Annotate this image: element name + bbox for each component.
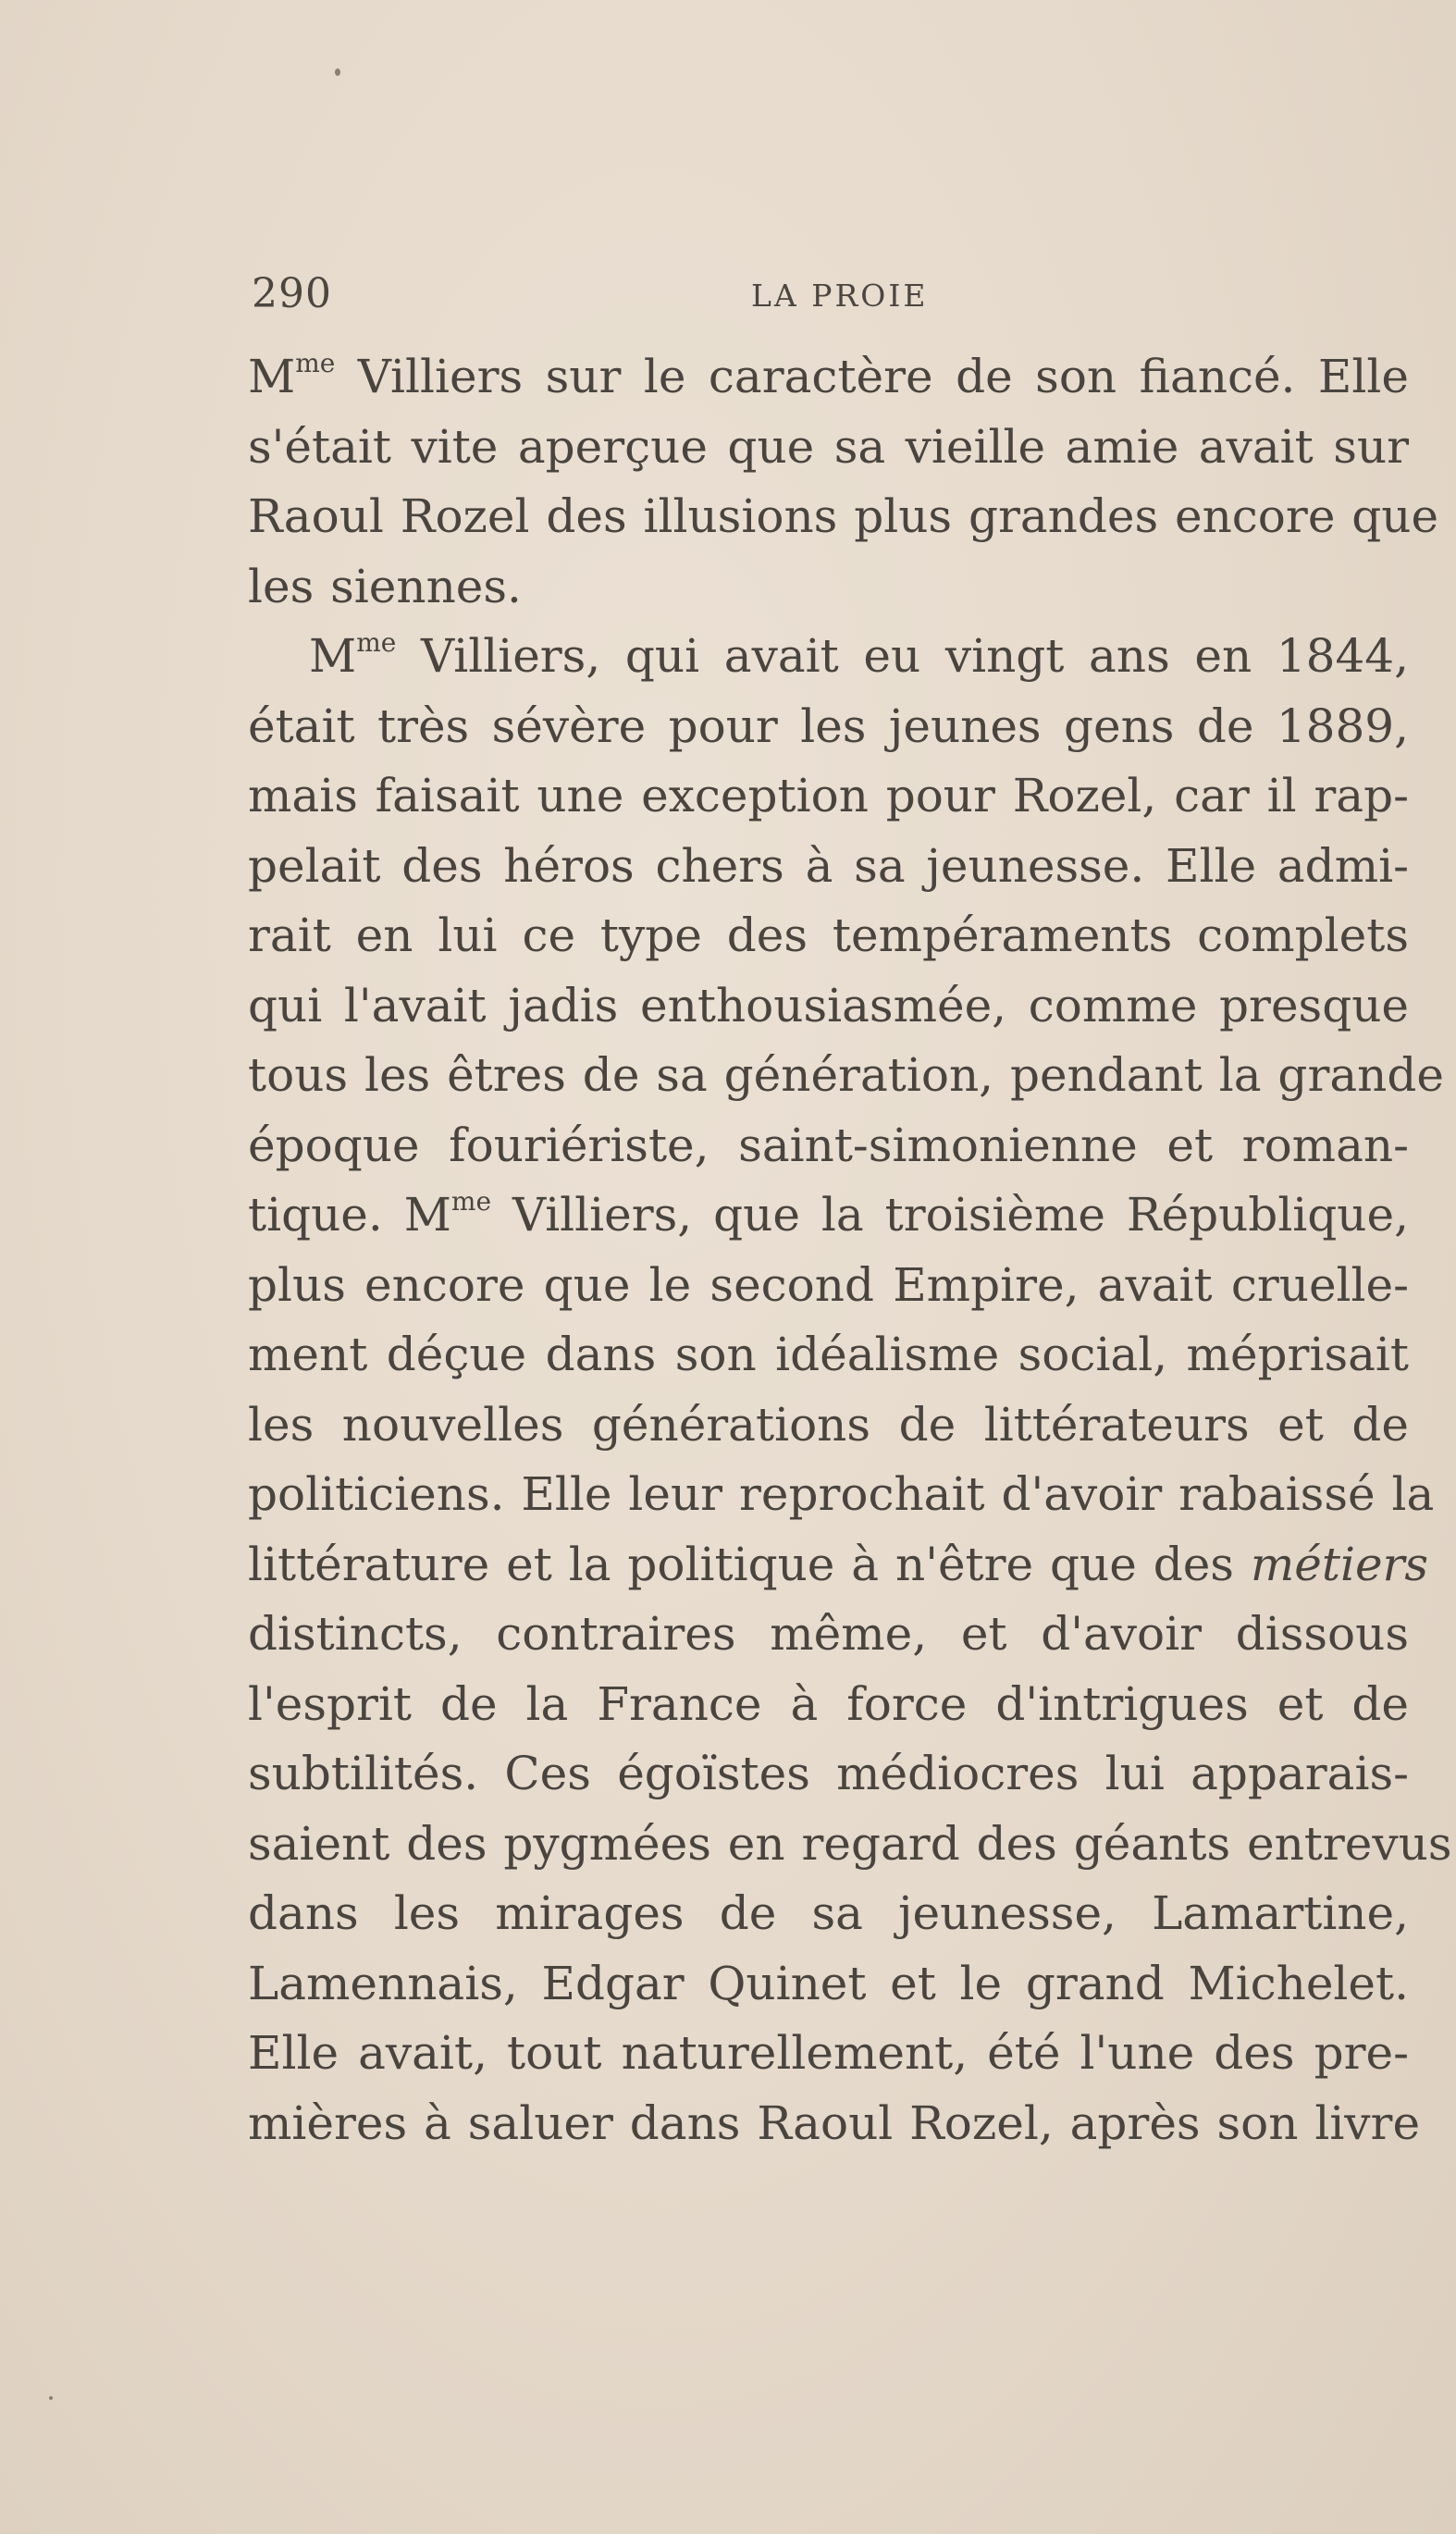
body-text (248, 342, 1452, 2158)
text-line: qui l'avait jadis enthousiasmée, comme presque (248, 978, 1409, 1032)
text-line: les nouvelles générations de littérateurs et de (248, 1397, 1409, 1452)
text-line: mières à saluer dans Raoul Rozel, après son livre (248, 2095, 1421, 2150)
text-line: distincts, contraires même, et d'avoir dissous (248, 1607, 1409, 1661)
page-number: 290 (252, 270, 332, 317)
text-line: s'était vite aperçue que sa vieille amie avait sur (248, 419, 1409, 474)
text-line: Elle avait, tout naturellement, été l'une des pre- (248, 2026, 1409, 2080)
text-line: saient des pygmées en regard des géants entrevus (248, 1816, 1452, 1871)
text-line: tous les êtres de sa génération, pendant la grande (248, 1048, 1444, 1102)
text-line: rait en lui ce type des tempéraments complets (248, 909, 1409, 962)
paper-speck (335, 68, 340, 76)
text-line: l'esprit de la France à force d'intrigues et de (248, 1676, 1409, 1731)
paper-speck (49, 2396, 53, 2400)
text-line: était très sévère pour les jeunes gens de 1889, (248, 698, 1409, 753)
text-line: $M^{me}$ Villiers, qui avait eu vingt ans en 1844, (309, 627, 1409, 683)
text-line: mais faisait une exception pour Rozel, car il rap- (248, 769, 1409, 822)
text-line: ment déçue dans son idéalisme social, méprisait (248, 1328, 1409, 1381)
text-line: dans les mirages de sa jeunesse, Lamartine, (248, 1886, 1409, 1940)
running-title: LA PROIE (751, 278, 929, 314)
text-line: subtilités. Ces égoïstes médiocres lui apparais- (248, 1747, 1409, 1800)
text-line: les siennes. (248, 559, 522, 613)
text-line: pelait des héros chers à sa jeunesse. Elle admi- (248, 838, 1409, 893)
text-line: Lamennais, Edgar Quinet et le grand Michelet. (248, 1956, 1409, 2010)
text-line: plus encore que le second Empire, avait cruelle- (248, 1257, 1409, 1312)
running-header (252, 270, 1406, 326)
text-line: politiciens. Elle leur reprochait d'avoir rabaissé la (248, 1467, 1435, 1521)
text-line: littérature et la politique à n'être que des métiers (248, 1537, 1429, 1591)
text-line: tique. $M^{me}$ Villiers, que la troisième République, (248, 1186, 1409, 1242)
text-line: époque fouriériste, saint-simonienne et roman- (248, 1118, 1409, 1172)
text-line: $M^{me}$ Villiers sur le caractère de son fiancé. Elle (248, 348, 1409, 403)
text-line: Raoul Rozel des illusions plus grandes encore que (248, 489, 1439, 543)
